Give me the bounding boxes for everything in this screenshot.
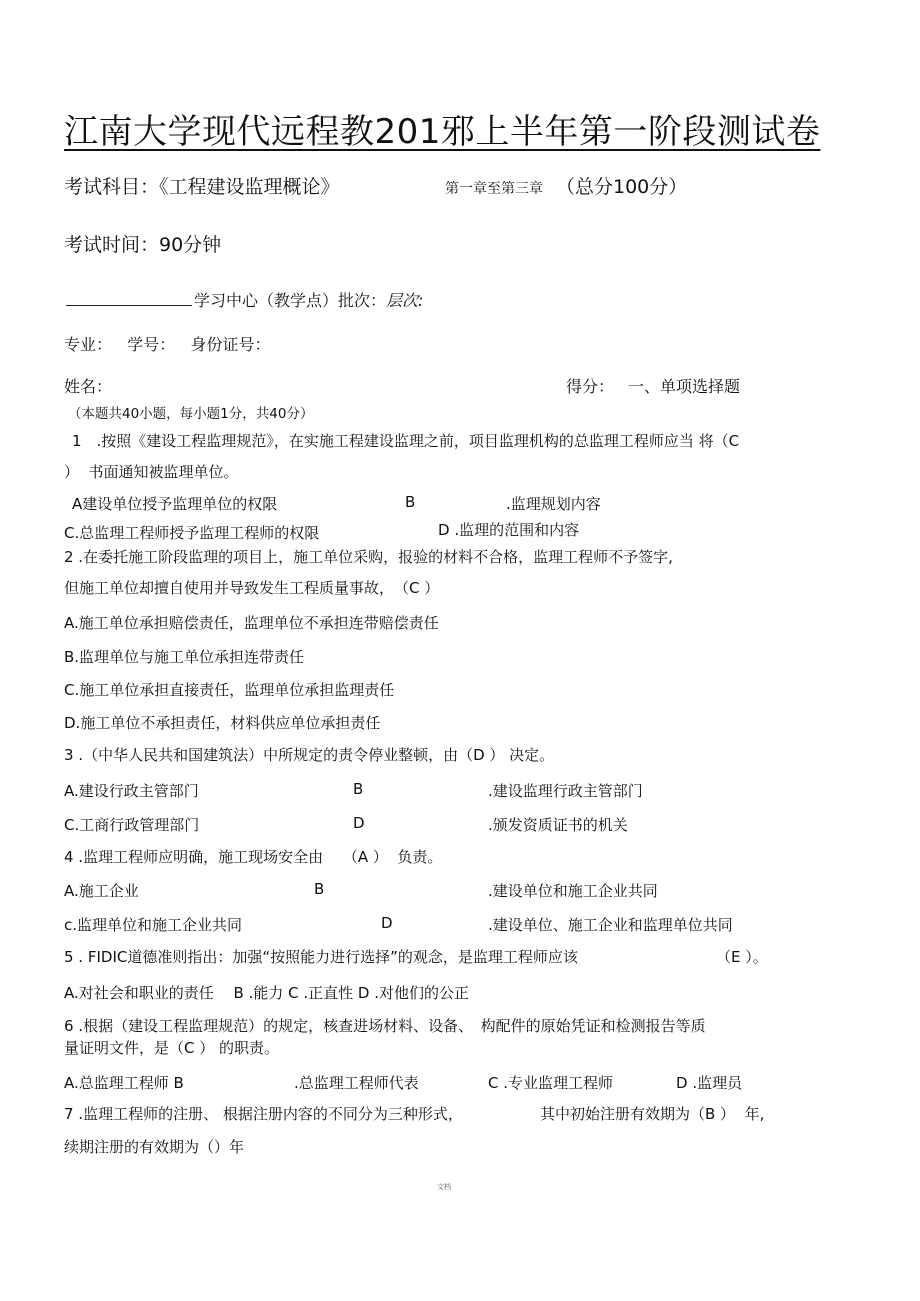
q4-option-b: .建设单位和施工企业共同 — [488, 882, 658, 900]
q2-option-c: C.施工单位承担直接责任，监理单位承担监理责任 — [64, 681, 395, 699]
score-label: 得分： — [566, 377, 615, 396]
name-label: 姓名： — [64, 377, 113, 396]
q7-stem-line1b: 其中初始注册有效期为（B ） 年, — [540, 1105, 765, 1123]
q1-option-c: C.总监理工程师授予监理工程师的权限 — [64, 524, 320, 542]
q2-option-b: B.监理单位与施工单位承担连带责任 — [64, 648, 305, 666]
exam-total-score: （总分100分） — [556, 176, 688, 198]
level-label: 层次: — [386, 291, 424, 310]
q1-option-b-letter: B — [405, 493, 416, 511]
q3-option-c: C.工商行政管理部门 — [64, 816, 200, 834]
q2-option-d: D.施工单位不承担责任，材料供应单位承担责任 — [64, 714, 381, 732]
q4-option-d: .建设单位、施工企业和监理单位共同 — [488, 916, 733, 934]
page-title: 江南大学现代远程教201邪上半年第一阶段测试卷 — [64, 112, 821, 152]
q4-option-c: c.监理单位和施工企业共同 — [64, 916, 243, 934]
q1-option-a: A建设单位授予监理单位的权限 — [72, 495, 278, 513]
q3-option-d: .颁发资质证书的机关 — [488, 816, 628, 834]
q3-option-b-letter: B — [353, 780, 364, 798]
q4-option-a: A.施工企业 — [64, 882, 139, 900]
exam-subject: 考试科目：《工程建设监理概论》 — [64, 176, 340, 198]
section-title: 一、单项选择题 — [628, 377, 741, 396]
q1-option-b: .监理规划内容 — [506, 495, 601, 513]
q7-stem-line2: 续期注册的有效期为（）年 — [64, 1138, 245, 1156]
q3-option-b: .建设监理行政主管部门 — [488, 782, 643, 800]
q1-stem-line2: ） 书面通知被监理单位。 — [64, 463, 239, 481]
q2-stem-line1: 2 .在委托施工阶段监理的项目上，施工单位采购，报验的材料不合格，监理工程师不予签字, — [64, 548, 673, 566]
q2-option-a: A.施工单位承担赔偿责任，监理单位不承担连带赔偿责任 — [64, 614, 439, 632]
info-line: 专业： 学号： 身份证号： — [64, 335, 271, 354]
study-center-label: 学习中心（教学点）批次： — [194, 291, 387, 310]
page-footer: 文档 — [437, 1183, 451, 1191]
q6-option-d: D .监理员 — [676, 1074, 743, 1092]
q3-option-d-letter: D — [353, 814, 365, 832]
q6-stem-line2: 量证明文件，是（C ） 的职责。 — [64, 1039, 280, 1057]
q4-stem: 4 .监理工程师应明确，施工现场安全由 （A ） 负责。 — [64, 848, 443, 866]
q5-answer: （E ）。 — [716, 948, 768, 966]
study-center-line — [66, 288, 423, 311]
q5-stem: 5 . FIDIC道德准则指出：加强“按照能力进行选择”的观念，是监理工程师应该 — [64, 948, 578, 966]
q3-stem: 3 .（中华人民共和国建筑法）中所规定的责令停业整顿，由（D ） 决定。 — [64, 746, 555, 764]
q1-option-d: D .监理的范围和内容 — [438, 521, 580, 539]
q4-option-b-letter: B — [314, 880, 325, 898]
q6-option-c: C .专业监理工程师 — [488, 1074, 614, 1092]
q3-option-a: A.建设行政主管部门 — [64, 782, 199, 800]
q6-option-b: .总监理工程师代表 — [294, 1074, 419, 1092]
q4-option-d-letter: D — [381, 914, 393, 932]
q6-option-a: A.总监理工程师 B — [64, 1074, 184, 1092]
exam-chapters: 第一章至第三章 — [445, 181, 543, 197]
q5-options: A.对社会和职业的责任 B .能力 C .正直性 D .对他们的公正 — [64, 984, 469, 1002]
q7-stem-line1a: 7 .监理工程师的注册、 根据注册内容的不同分为三种形式， — [64, 1105, 463, 1123]
q1-stem-line1: 1 .按照《建设工程监理规范》，在实施工程建设监理之前，项目监理机构的总监理工程师应当 将（C — [72, 432, 740, 450]
blank-underline — [66, 291, 192, 306]
section-note: （本题共40小题，每小题1分，共40分） — [68, 406, 314, 422]
q6-stem-line1: 6 .根据（建设工程监理规范）的规定，核查进场材料、设备、 构配件的原始凭证和检测报告等质 — [64, 1017, 706, 1035]
q2-stem-line2: 但施工单位却擅自使用并导致发生工程质量事故， （C ） — [64, 579, 440, 597]
exam-time: 考试时间：90分钟 — [64, 234, 222, 256]
